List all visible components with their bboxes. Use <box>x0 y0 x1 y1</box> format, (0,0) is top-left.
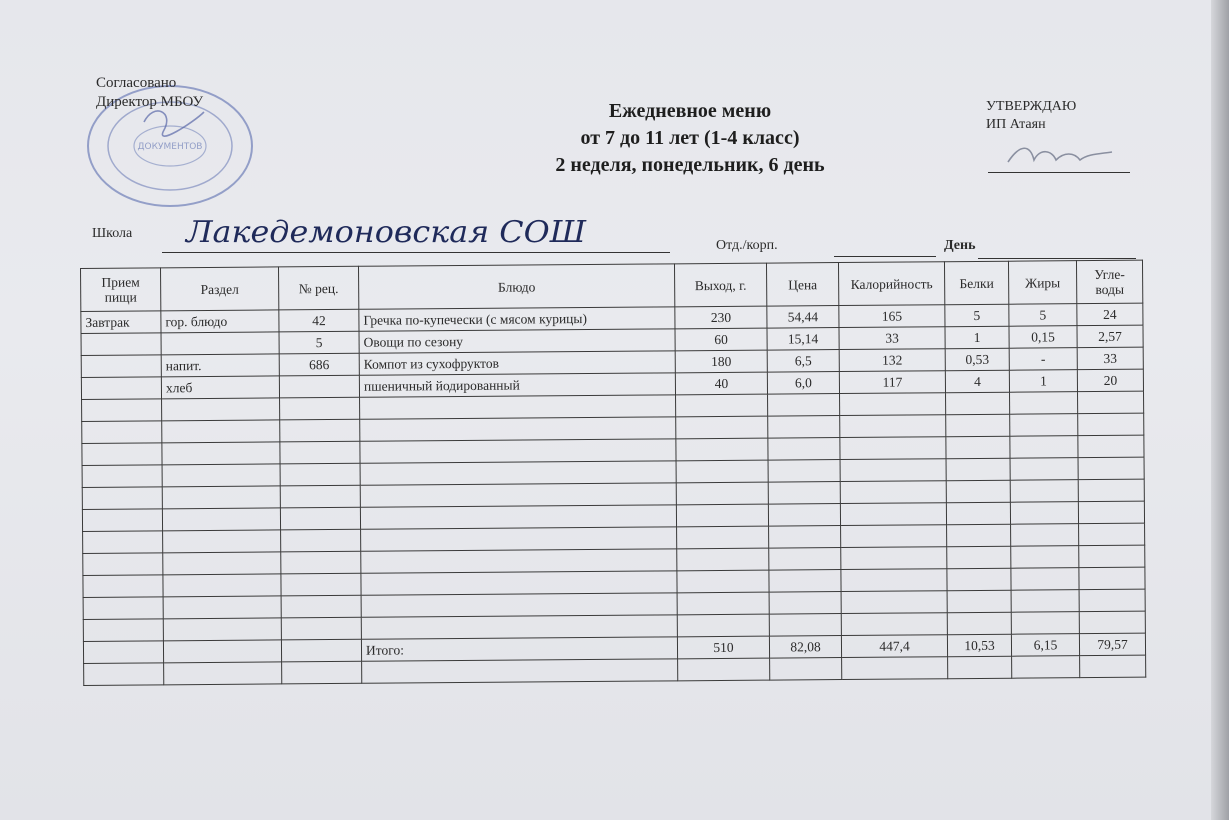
fats-cell: 1 <box>1009 370 1077 393</box>
header-dish: Блюдо <box>358 264 674 309</box>
carbs-cell <box>1078 391 1144 414</box>
price-cell <box>768 482 840 505</box>
dish-cell <box>360 483 676 507</box>
section-cell <box>161 332 279 355</box>
recipe-cell <box>280 441 360 464</box>
calories-cell <box>841 547 947 570</box>
signature-line <box>988 172 1130 173</box>
header-yield: Выход, г. <box>674 263 766 307</box>
calories-cell <box>841 613 947 636</box>
price-cell <box>768 394 840 417</box>
proteins-cell <box>946 436 1010 459</box>
carbs-cell: 2,57 <box>1077 325 1143 348</box>
meal-cell <box>81 333 161 356</box>
yield-cell <box>678 658 770 681</box>
proteins-cell: 1 <box>945 326 1009 349</box>
dept-label: Отд./корп. <box>716 238 778 253</box>
calories-cell <box>840 437 946 460</box>
price-cell <box>769 614 841 637</box>
recipe-cell: 42 <box>279 309 359 332</box>
price-cell <box>769 548 841 571</box>
recipe-cell <box>281 529 361 552</box>
proteins-cell <box>946 502 1010 525</box>
section-cell <box>164 662 282 685</box>
section-cell <box>163 640 281 663</box>
dish-cell <box>361 549 677 573</box>
dish-cell <box>360 395 676 419</box>
recipe-cell: 5 <box>279 331 359 354</box>
table-body <box>81 303 1146 685</box>
price-cell: 54,44 <box>767 306 839 329</box>
fats-cell <box>1011 546 1079 569</box>
recipe-cell <box>282 661 362 684</box>
meal-cell <box>82 487 162 510</box>
recipe-cell <box>281 573 361 596</box>
menu-title <box>470 98 910 179</box>
calories-cell: 132 <box>839 349 945 372</box>
header-section: Раздел <box>161 267 279 311</box>
carbs-cell <box>1078 435 1144 458</box>
day-underline <box>978 258 1136 259</box>
yield-cell <box>676 482 768 505</box>
approve-block <box>986 98 1076 134</box>
dish-cell <box>361 593 677 617</box>
fats-cell <box>1011 524 1079 547</box>
calories-cell <box>840 393 946 416</box>
price-cell <box>768 416 840 439</box>
carbs-cell <box>1079 611 1145 634</box>
recipe-cell <box>280 485 360 508</box>
header-carbs: Угле-воды <box>1076 260 1142 304</box>
header-recipe-no: № рец. <box>278 266 358 310</box>
carbs-cell <box>1079 523 1145 546</box>
svg-text:ДОКУМЕНТОВ: ДОКУМЕНТОВ <box>137 142 203 152</box>
section-cell <box>163 596 281 619</box>
carbs-cell <box>1079 589 1145 612</box>
recipe-cell: 686 <box>279 353 359 376</box>
section-cell <box>162 398 280 421</box>
dish-cell <box>360 417 676 441</box>
fats-cell: 0,15 <box>1009 326 1077 349</box>
dish-cell: Гречка по-купечески (с мясом курицы) <box>359 307 675 331</box>
fats-cell <box>1010 436 1078 459</box>
proteins-cell <box>946 392 1010 415</box>
price-cell: 6,5 <box>767 350 839 373</box>
section-cell <box>162 508 280 531</box>
price-cell <box>768 460 840 483</box>
handwritten-signature <box>1000 138 1120 170</box>
recipe-cell <box>280 463 360 486</box>
fats-cell <box>1011 568 1079 591</box>
dish-cell: Компот из сухофруктов <box>359 351 675 375</box>
proteins-cell: 10,53 <box>947 634 1011 657</box>
menu-table <box>80 260 1146 686</box>
carbs-cell: 24 <box>1077 303 1143 326</box>
meal-cell <box>82 421 162 444</box>
proteins-cell <box>947 612 1011 635</box>
price-cell <box>768 438 840 461</box>
price-cell <box>769 592 841 615</box>
proteins-cell <box>946 480 1010 503</box>
carbs-cell: 79,57 <box>1079 633 1145 656</box>
recipe-cell <box>281 639 361 662</box>
recipe-cell <box>280 419 360 442</box>
meal-cell <box>84 663 164 686</box>
yield-cell <box>676 394 768 417</box>
svg-text:Лакедемоновская СОШ: Лакедемоновская СОШ <box>183 215 587 250</box>
approver-name: ИП Атаян <box>986 117 1046 132</box>
carbs-cell <box>1079 545 1145 568</box>
calories-cell <box>842 657 948 680</box>
yield-cell <box>677 592 769 615</box>
fats-cell <box>1012 656 1080 679</box>
calories-cell: 33 <box>839 327 945 350</box>
dish-cell: Итого: <box>361 637 677 661</box>
dish-cell <box>361 615 677 639</box>
header-price: Цена <box>766 263 838 307</box>
title-line-1: Ежедневное меню <box>608 100 772 122</box>
fats-cell <box>1010 502 1078 525</box>
proteins-cell: 4 <box>945 370 1009 393</box>
meal-cell <box>83 553 163 576</box>
dish-cell: пшеничный йодированный <box>359 373 675 397</box>
dish-cell <box>360 505 676 529</box>
yield-cell: 510 <box>677 636 769 659</box>
section-cell <box>163 530 281 553</box>
calories-cell <box>840 415 946 438</box>
fats-cell <box>1010 392 1078 415</box>
proteins-cell: 5 <box>945 304 1009 327</box>
section-cell <box>163 552 281 575</box>
meal-cell <box>82 399 162 422</box>
school-label: Школа <box>92 226 133 241</box>
fats-cell <box>1011 590 1079 613</box>
dish-cell <box>361 527 677 551</box>
dish-cell <box>360 439 676 463</box>
price-cell <box>769 526 841 549</box>
yield-cell <box>676 460 768 483</box>
recipe-cell <box>281 595 361 618</box>
meal-cell <box>82 465 162 488</box>
price-cell: 82,08 <box>769 636 841 659</box>
calories-cell <box>841 525 947 548</box>
agreed-block <box>96 74 203 112</box>
fats-cell <box>1011 612 1079 635</box>
dish-cell <box>361 571 677 595</box>
meal-cell: Завтрак <box>81 311 161 334</box>
title-line-2: от 7 до 11 лет (1-4 класс) <box>580 127 800 149</box>
yield-cell <box>676 504 768 527</box>
dish-cell <box>360 461 676 485</box>
day-label: День <box>944 238 976 253</box>
carbs-cell: 20 <box>1077 369 1143 392</box>
proteins-cell <box>947 568 1011 591</box>
calories-cell: 117 <box>839 371 945 394</box>
recipe-cell <box>279 375 359 398</box>
yield-cell <box>677 548 769 571</box>
calories-cell: 165 <box>839 305 945 328</box>
calories-cell <box>841 591 947 614</box>
dept-underline <box>834 256 936 257</box>
meal-cell <box>83 597 163 620</box>
yield-cell <box>677 570 769 593</box>
meal-cell <box>81 377 161 400</box>
meal-cell <box>81 355 161 378</box>
meal-cell <box>82 509 162 532</box>
price-cell <box>770 658 842 681</box>
fats-cell <box>1010 414 1078 437</box>
meal-cell <box>83 641 163 664</box>
recipe-cell <box>280 507 360 530</box>
recipe-cell <box>281 551 361 574</box>
dish-cell: Овощи по сезону <box>359 329 675 353</box>
section-cell <box>162 464 280 487</box>
calories-cell <box>840 481 946 504</box>
section-cell: хлеб <box>161 376 279 399</box>
carbs-cell <box>1078 479 1144 502</box>
price-cell: 15,14 <box>767 328 839 351</box>
meal-cell <box>83 575 163 598</box>
section-cell <box>163 574 281 597</box>
fats-cell: 6,15 <box>1011 634 1079 657</box>
fats-cell <box>1010 458 1078 481</box>
proteins-cell <box>947 524 1011 547</box>
yield-cell <box>677 614 769 637</box>
proteins-cell: 0,53 <box>945 348 1009 371</box>
agreed-label: Согласовано <box>96 75 177 91</box>
yield-cell: 180 <box>675 350 767 373</box>
carbs-cell <box>1080 655 1146 678</box>
school-name-handwritten <box>178 212 598 252</box>
header-meal: Прием пищи <box>81 268 161 312</box>
price-cell: 6,0 <box>767 372 839 395</box>
yield-cell: 230 <box>675 306 767 329</box>
fats-cell: 5 <box>1009 304 1077 327</box>
proteins-cell <box>948 656 1012 679</box>
fats-cell: - <box>1009 348 1077 371</box>
yield-cell <box>677 526 769 549</box>
proteins-cell <box>946 458 1010 481</box>
fats-cell <box>1010 480 1078 503</box>
yield-cell: 40 <box>675 372 767 395</box>
section-cell <box>163 618 281 641</box>
recipe-cell <box>281 617 361 640</box>
school-underline <box>162 252 670 253</box>
director-label: Директор МБОУ <box>96 94 204 110</box>
yield-cell <box>676 416 768 439</box>
calories-cell: 447,4 <box>841 635 947 658</box>
header-fats: Жиры <box>1008 261 1076 305</box>
price-cell <box>769 570 841 593</box>
carbs-cell: 33 <box>1077 347 1143 370</box>
calories-cell <box>841 569 947 592</box>
paper-edge <box>1211 0 1229 820</box>
section-cell <box>162 442 280 465</box>
carbs-cell <box>1078 413 1144 436</box>
header-calories: Калорийность <box>838 262 944 306</box>
carbs-cell <box>1079 567 1145 590</box>
section-cell: напит. <box>161 354 279 377</box>
yield-cell: 60 <box>675 328 767 351</box>
proteins-cell <box>947 546 1011 569</box>
proteins-cell <box>947 590 1011 613</box>
yield-cell <box>676 438 768 461</box>
approve-label: УТВЕРЖДАЮ <box>986 99 1077 114</box>
header-proteins: Белки <box>944 261 1008 305</box>
price-cell <box>768 504 840 527</box>
meal-cell <box>83 619 163 642</box>
carbs-cell <box>1078 457 1144 480</box>
calories-cell <box>840 459 946 482</box>
meal-cell <box>83 531 163 554</box>
carbs-cell <box>1078 501 1144 524</box>
calories-cell <box>840 503 946 526</box>
section-cell <box>162 420 280 443</box>
section-cell: гор. блюдо <box>161 310 279 333</box>
title-line-3: 2 неделя, понедельник, 6 день <box>555 154 825 176</box>
recipe-cell <box>280 397 360 420</box>
section-cell <box>162 486 280 509</box>
dish-cell <box>362 659 678 683</box>
proteins-cell <box>946 414 1010 437</box>
meal-cell <box>82 443 162 466</box>
